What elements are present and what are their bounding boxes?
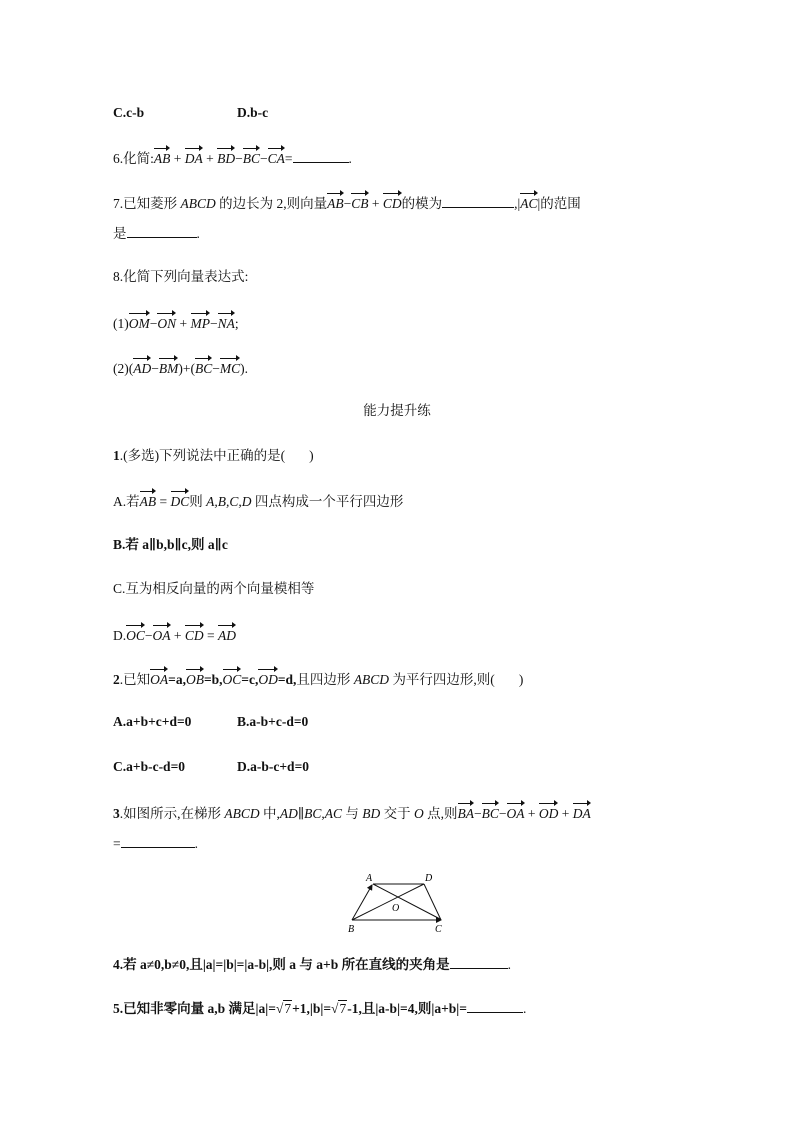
question-8: 8.化简下列向量表达式:: [113, 269, 249, 284]
question-7: 7.已知菱形 ABCD 的边长为 2,则向量AB−CB + CD的模为 ,|AC|的范围: [113, 193, 581, 213]
practice-1-option-a: A.若AB = DC则 A,B,C,D 四点构成一个平行四边形: [113, 491, 403, 511]
sqrt-sign: √7: [331, 1001, 347, 1016]
practice-1-option-c: C.互为相反向量的两个向量模相等: [113, 581, 315, 596]
answer-blank: [127, 224, 197, 238]
answer-blank: [121, 834, 195, 848]
practice-1-option-d: D.OC−OA + CD = AD: [113, 625, 236, 645]
practice-2-option-c: C.a+b-c-d=0: [113, 759, 186, 774]
practice-2-option-d: D.a-b-c+d=0: [237, 759, 310, 774]
practice-2-option-b: B.a-b+c-d=0: [237, 714, 309, 729]
option-c: C.c-b: [113, 105, 145, 120]
practice-2: 2.已知OA=a,OB=b,OC=c,OD=d,且四边形 ABCD 为平行四边形,则( ): [113, 669, 523, 689]
label-b: B: [348, 924, 355, 935]
trapezoid-figure: [340, 868, 450, 938]
diagonal-ac: [373, 884, 440, 919]
question-8-part-1: (1)OM−ON + MP−NA;: [113, 313, 239, 333]
label-d: D: [425, 873, 433, 884]
question-6: 6.化简:AB + DA + BD−BC−CA= .: [113, 148, 352, 168]
label-a: A: [366, 873, 373, 884]
practice-1: 1.(多选)下列说法中正确的是( ): [113, 448, 314, 463]
practice-3-line2: = .: [113, 836, 198, 851]
label-o: O: [392, 903, 400, 914]
section-title: 能力提升练: [363, 403, 431, 418]
answer-blank: [467, 999, 523, 1013]
label-c: C: [435, 924, 442, 935]
answer-blank: [293, 149, 349, 163]
answer-blank: [450, 955, 508, 969]
practice-3: 3.如图所示,在梯形 ABCD 中,AD∥BC,AC 与 BD 交于 O 点,则BA−BC−OA + OD + DA: [113, 803, 591, 823]
answer-blank: [442, 194, 514, 208]
practice-1-option-b: B.若 a∥b,b∥c,则 a∥c: [113, 537, 228, 552]
question-8-part-2: (2)(AD−BM)+(BC−MC).: [113, 358, 248, 378]
practice-5: 5.已知非零向量 a,b 满足|a|=√7+1,|b|=√7-1,且|a-b|=4,则|a+b|= .: [113, 1001, 527, 1016]
option-d: D.b-c: [237, 105, 269, 120]
question-7-line2: 是 .: [113, 226, 200, 241]
practice-4: 4.若 a≠0,b≠0,且|a|=|b|=|a-b|,则 a 与 a+b 所在直线的夹角是 .: [113, 957, 512, 972]
sqrt-sign: √7: [275, 1001, 292, 1016]
practice-2-option-a: A.a+b+c+d=0: [113, 714, 192, 729]
